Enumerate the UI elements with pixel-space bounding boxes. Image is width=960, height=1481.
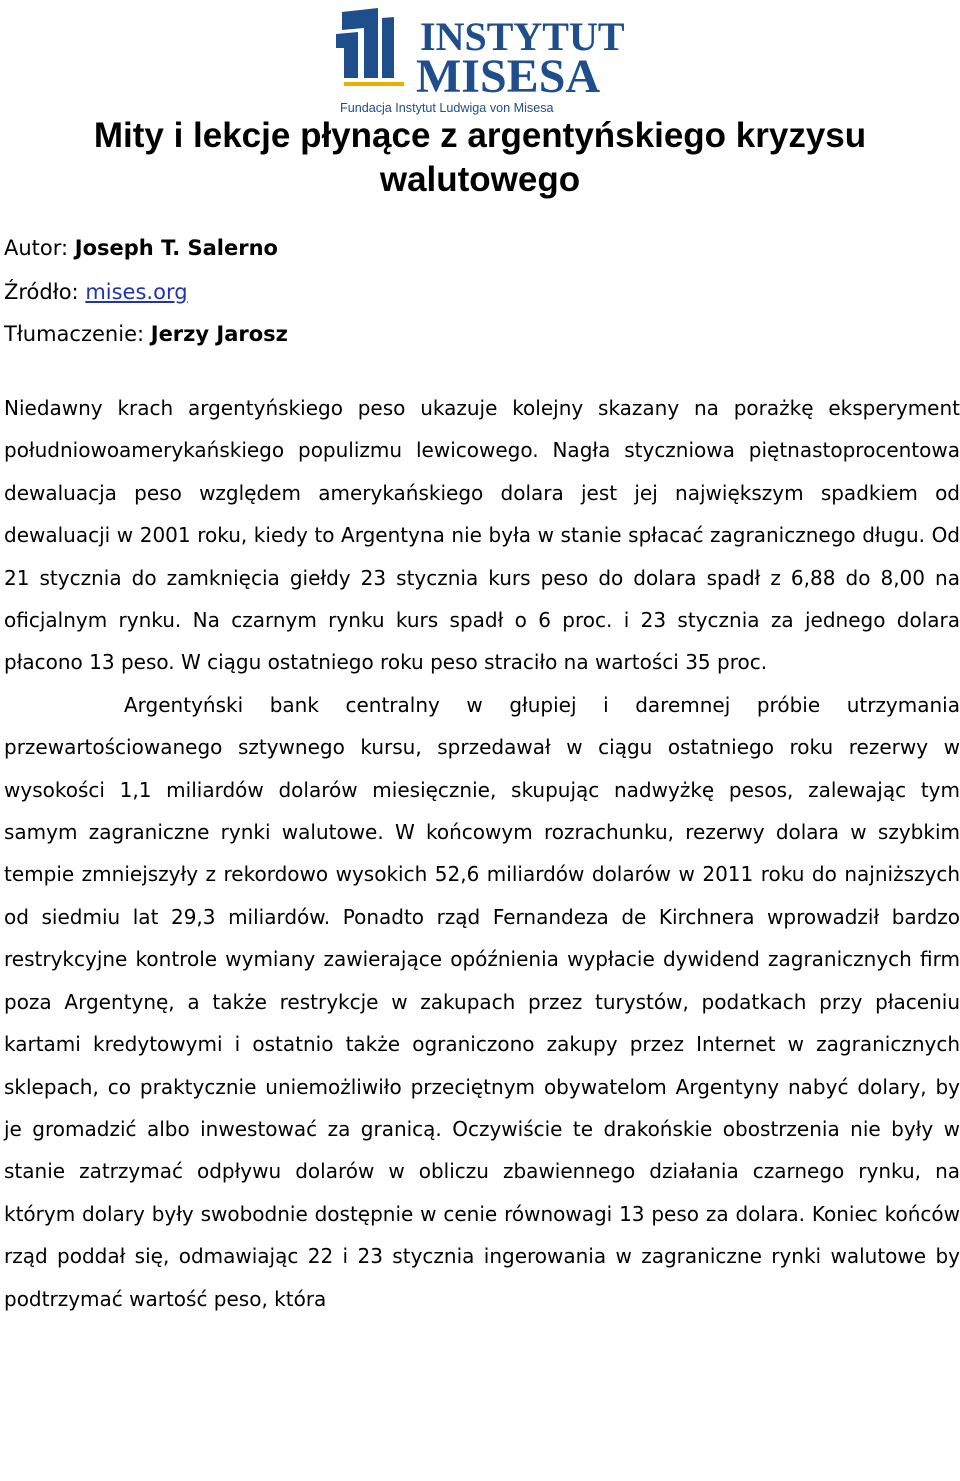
instytut-misesa-logo xyxy=(334,8,630,116)
author-name: Joseph T. Salerno xyxy=(74,236,278,260)
logo-tagline: Fundacja Instytut Ludwiga von Misesa xyxy=(340,101,554,115)
translation-label: Tłumaczenie: xyxy=(4,322,145,346)
source-line xyxy=(4,278,188,306)
author-label: Autor: xyxy=(4,236,69,260)
paragraph: Argentyński bank centralny w głupiej i daremnej próbie utrzymania przewartościowanego sztywnego kursu, sprzedawał w ciągu ostatniego roku rezerwy w wysokości 1,1 miliardów dolarów miesięcznie, skupując nadwyżkę pesos, zalewając tym samym zagraniczne rynki walutowe. W końcowym rozrachunku, rezerwy dolara w szybkim tempie zmniejszyły z rekordowo wysokich 52,6 miliardów dolarów w 2011 roku do najniższych od siedmiu lat 29,3 miliardów. Ponadto rząd Fernandeza de Kirchnera wprowadził bardzo restrykcyjne kontrole wymiany zawierające opóźnienia wypłacie dywidend zagranicznych firm poza Argentynę, a także restrykcje w zakupach przez turystów, podatkach przy płaceniu kartami kredytowymi i ostatnio także ograniczono zakupy przez Internet w zagranicznych sklepach, co praktycznie uniemożliwiło przeciętnym obywatelom Argentyny nabyć dolary, by je gromadzić albo inwestować za granicą. Oczywiście te drakońskie obostrzenia nie były w stanie zatrzymać odpływu dolarów w obliczu zbawiennego działania czarnego rynku, na którym dolary były swobodnie dostępnie w cenie równowagi 13 peso za dolara. Koniec końców rząd poddał się, odmawiając 22 i 23 stycznia ingerowania w zagraniczne rynki walutowe by podtrzymać wartość peso, która xyxy=(4,692,960,1311)
logo-line2: MISESA xyxy=(416,50,601,103)
paragraph: Niedawny krach argentyńskiego peso ukazuje kolejny skazany na porażkę eksperyment południowoamerykańskiego populizmu lewicowego. Nagła styczniowa piętnastoprocentowa dewaluacja peso względem amerykańskiego dolara jest jej największym spadkiem od dewaluacji w 2001 roku, kiedy to Argentyna nie była w stanie spłacać zagranicznego długu. Od 21 stycznia do zamknięcia giełdy 23 stycznia kurs peso do dolara spadł z 6,88 do 8,00 na oficjalnym rynku. Na czarnym rynku kurs spadł o 6 proc. i 23 stycznia za jednego dolara płacono 13 peso. W ciągu ostatniego roku peso straciło na wartości 35 proc. xyxy=(4,396,960,675)
article-title: Mity i lekcje płynące z argentyńskiego kryzysu walutowego xyxy=(93,116,867,199)
author-line xyxy=(4,234,278,262)
source-link[interactable]: mises.org xyxy=(85,280,188,304)
translation-line xyxy=(4,320,288,348)
logo-emblem-icon xyxy=(336,8,404,86)
logo-graphic xyxy=(334,8,630,116)
translator-name: Jerzy Jarosz xyxy=(150,322,288,346)
source-label: Źródło: xyxy=(4,280,79,304)
article-body xyxy=(4,387,960,1320)
logo-line1: INSTYTUT xyxy=(420,14,625,59)
